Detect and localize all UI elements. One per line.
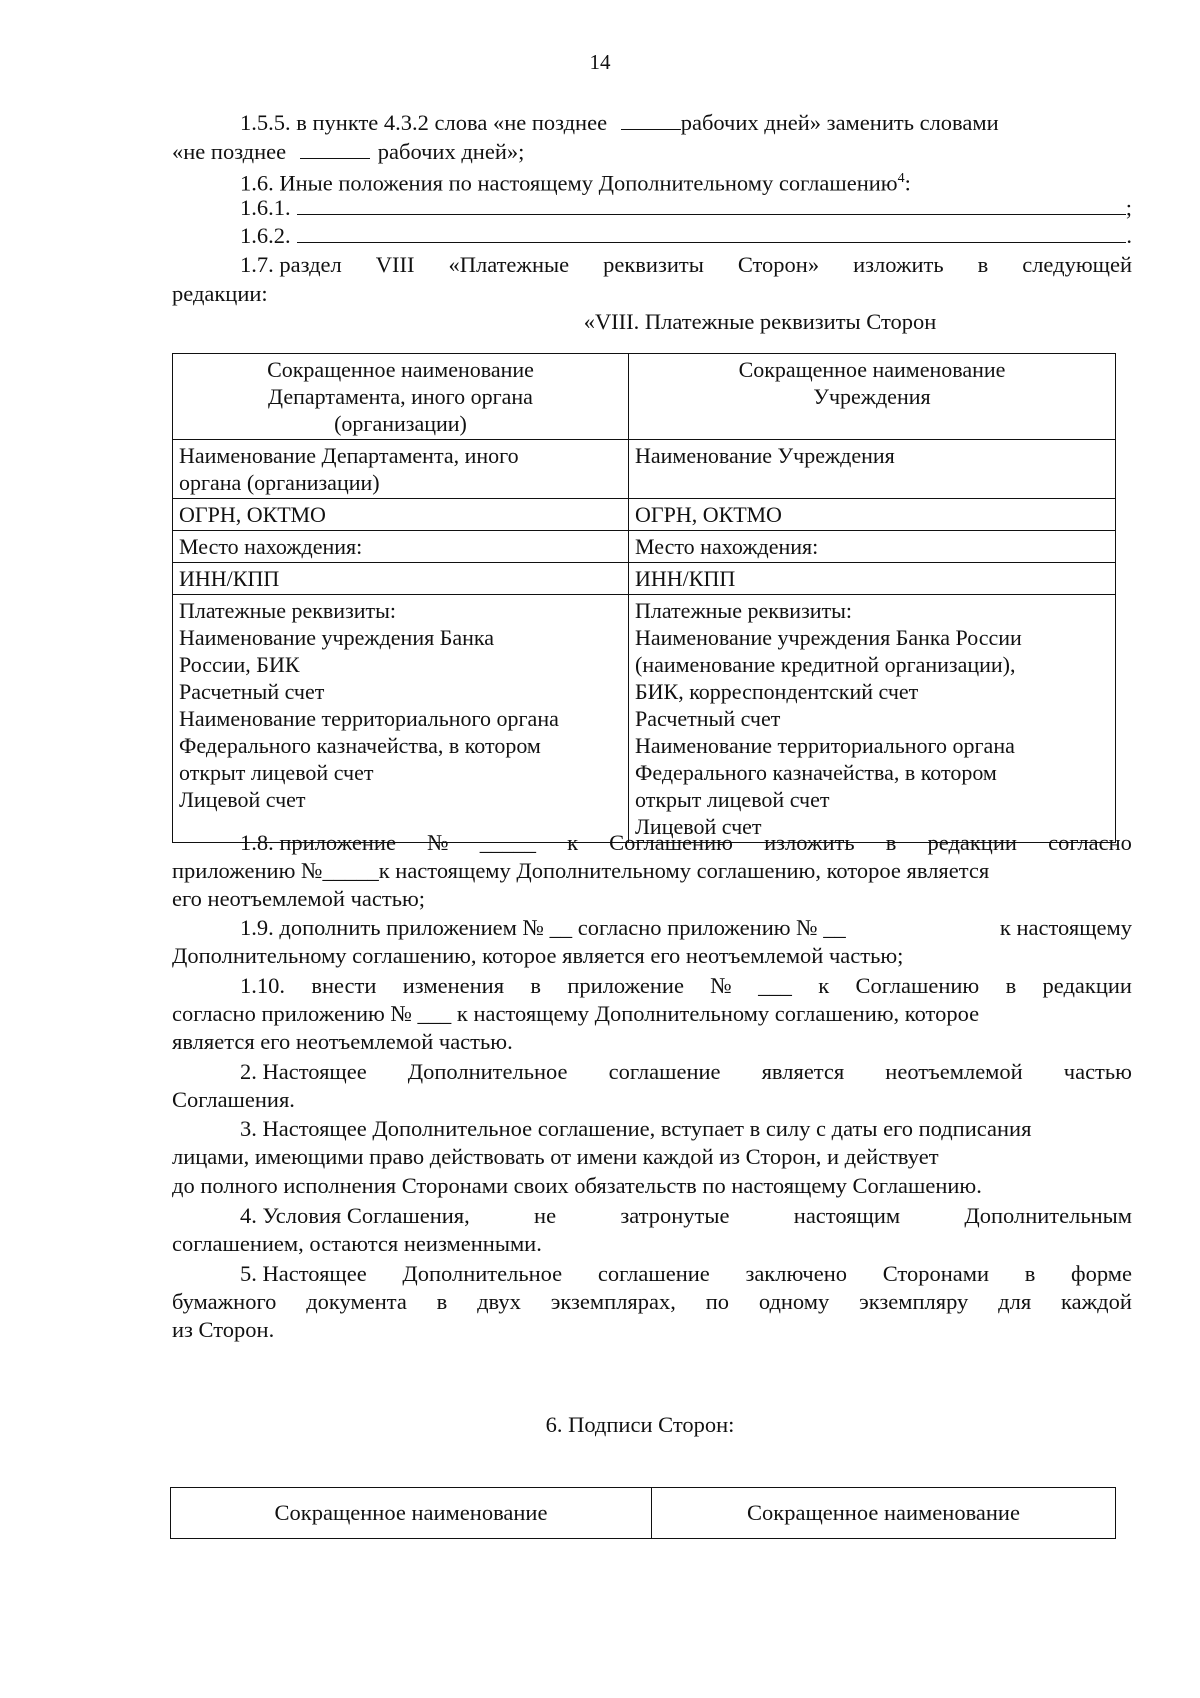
word: 1.10. <box>240 973 285 998</box>
table-cell-department <box>173 595 629 843</box>
table-cell-institution <box>629 440 1116 499</box>
paragraph-1-7-line-1 <box>172 250 1132 279</box>
paragraph-3-line-3: до полного исполнения Сторонами своих обязательств по настоящему Соглашению. <box>172 1173 982 1198</box>
paragraph-1-9-line-2: Дополнительному соглашению, которое является его неотъемлемой частью; <box>172 943 904 968</box>
table-cell-line: ОГРН, ОКТМО <box>179 502 326 527</box>
word: неотъемлемой <box>885 1059 1023 1084</box>
paragraph-1-10-line-1 <box>172 971 1132 1000</box>
table-cell-line: ОГРН, ОКТМО <box>635 502 782 527</box>
table-cell-institution <box>629 563 1116 595</box>
word: документа <box>306 1289 407 1314</box>
signatures-heading: 6. Подписи Сторон: <box>545 1412 735 1437</box>
paragraph-1-8-line-3: его неотъемлемой частью; <box>172 886 426 911</box>
table-cell-institution <box>629 531 1116 563</box>
word: экземплярах, <box>550 1289 676 1314</box>
word: для <box>998 1289 1032 1314</box>
table-cell-line: Место нахождения: <box>179 534 363 559</box>
word: в <box>1024 1261 1036 1286</box>
table-cell-institution <box>629 499 1116 531</box>
table-cell-line: Наименование учреждения Банка России <box>635 625 1022 650</box>
table-cell-line: Лицевой счет <box>179 787 306 812</box>
word: в <box>977 252 989 277</box>
word: в <box>1005 973 1017 998</box>
table-cell-line: Платежные реквизиты: <box>635 598 853 623</box>
word: Сторон» <box>737 252 820 277</box>
word: Сторонами <box>882 1261 990 1286</box>
word: к <box>567 830 579 855</box>
word: № <box>710 973 732 998</box>
word: изложить <box>764 830 855 855</box>
word: не <box>534 1203 557 1228</box>
paragraph-1-9-line-1 <box>172 913 1132 942</box>
word: заключено <box>745 1261 848 1286</box>
word: каждой <box>1061 1289 1132 1314</box>
table-cell-department <box>173 563 629 595</box>
table-row <box>173 595 1116 843</box>
paragraph-1-6: 1.6. Иные положения по настоящему Дополнительному соглашению$^4$: <box>240 170 911 196</box>
word: Дополнительное <box>407 1059 568 1084</box>
word: 4. Условия Соглашения, <box>240 1203 470 1228</box>
word: форме <box>1070 1261 1132 1286</box>
table-cell-line: Наименование Учреждения <box>635 443 895 468</box>
paragraph-4-line-2: соглашением, остаются неизменными. <box>172 1231 542 1256</box>
signature-right-cell: Сокращенное наименование <box>652 1488 1116 1539</box>
table-cell-line: Федерального казначейства, в котором <box>635 760 997 785</box>
signature-left-cell: Сокращенное наименование <box>171 1488 652 1539</box>
table-cell-line: Платежные реквизиты: <box>179 598 397 623</box>
table-cell-line: Наименование учреждения Банка <box>179 625 495 650</box>
table-cell-institution <box>629 595 1116 843</box>
paragraph-1-5-5-line-2: «не позднее рабочих дней»; <box>172 139 525 164</box>
word: к <box>818 973 830 998</box>
table-cell-line: ИНН/КПП <box>179 566 280 591</box>
table-cell-line: открыт лицевой счет <box>635 787 830 812</box>
paragraph-1-6-1: 1.6.1. ; <box>240 195 1132 220</box>
table-cell-line: Расчетный счет <box>635 706 781 731</box>
word: 5. Настоящее <box>240 1261 367 1286</box>
word: внести <box>311 973 377 998</box>
word: Соглашению <box>609 830 733 855</box>
table-cell-line: Сокращенное наименование <box>267 357 534 382</box>
table-cell-line: (наименование кредитной организации), <box>635 652 1016 677</box>
paragraph-1-10-line-3: является его неотъемлемой частью. <box>172 1029 513 1054</box>
word: «Платежные <box>448 252 570 277</box>
table-row <box>173 440 1116 499</box>
table-cell-line: Место нахождения: <box>635 534 819 559</box>
table-cell-line: органа (организации) <box>179 470 380 495</box>
header-cell-institution <box>629 354 1116 440</box>
paragraph-1-7-line-2: редакции: <box>172 281 268 306</box>
word: приложение <box>567 973 684 998</box>
paragraph-1-8-line-2: приложению №_____к настоящему Дополнительному соглашению, которое является <box>172 858 990 883</box>
paragraph-1-5-5-line-1: 1.5.5. в пункте 4.3.2 слова «не позднее рабочих дней» заменить словами <box>240 110 999 135</box>
paragraph-1-6-2: 1.6.2. . <box>240 223 1132 248</box>
table-cell-line: ИНН/КПП <box>635 566 736 591</box>
word: № <box>427 830 449 855</box>
table-row <box>173 563 1116 595</box>
blank-field <box>621 109 681 130</box>
word: изменения <box>402 973 505 998</box>
table-cell-line: БИК, корреспондентский счет <box>635 679 919 704</box>
blank-field <box>300 138 370 159</box>
paragraph-5-line-2 <box>172 1287 1132 1316</box>
table-cell-line: Федерального казначейства, в котором <box>179 733 541 758</box>
table-title: «VIII. Платежные реквизиты Сторон <box>583 309 937 334</box>
word: соглашение <box>608 1059 721 1084</box>
word: реквизиты <box>603 252 704 277</box>
word: соглашение <box>597 1261 710 1286</box>
word: Дополнительным <box>964 1203 1132 1228</box>
word: двух <box>477 1289 521 1314</box>
paragraph-1-10-line-2: согласно приложению № ___ к настоящему Дополнительному соглашению, которое <box>172 1001 980 1026</box>
word: редакции <box>1042 973 1132 998</box>
word: в <box>530 973 542 998</box>
table-cell-department <box>173 531 629 563</box>
table-cell-line: Лицевой счет <box>635 814 762 839</box>
paragraph-5-line-3: из Сторон. <box>172 1317 275 1342</box>
table-cell-department <box>173 499 629 531</box>
word: является <box>761 1059 845 1084</box>
table-cell-line: Сокращенное наименование <box>738 357 1006 382</box>
signature-table <box>170 1487 1116 1539</box>
word: _____ <box>479 830 536 855</box>
table-cell-line: Учреждения <box>813 384 931 409</box>
blank-field <box>297 222 1127 243</box>
word: настоящим <box>793 1203 901 1228</box>
table-row <box>173 499 1116 531</box>
word: частью <box>1063 1059 1132 1084</box>
paragraph-2-line-2: Соглашения. <box>172 1087 295 1112</box>
table-cell-line: открыт лицевой счет <box>179 760 374 785</box>
table-cell-line: Наименование территориального органа <box>179 706 559 731</box>
table-row <box>173 531 1116 563</box>
word: ___ <box>758 973 792 998</box>
paragraph-2-line-1 <box>172 1057 1132 1086</box>
paragraph-3-line-2: лицами, имеющими право действовать от имени каждой из Сторон, и действует <box>172 1144 939 1169</box>
requisites-table <box>172 353 1116 843</box>
table-cell-line: Расчетный счет <box>179 679 325 704</box>
word: редакции <box>927 830 1017 855</box>
word: одному <box>758 1289 830 1314</box>
word: Дополнительное <box>402 1261 563 1286</box>
paragraph-5-line-1 <box>172 1259 1132 1288</box>
table-cell-line: Наименование Департамента, иного <box>179 443 519 468</box>
word: бумажного <box>172 1289 277 1314</box>
word: следующей <box>1022 252 1132 277</box>
header-cell-department <box>173 354 629 440</box>
word: 1.7. раздел <box>240 252 342 277</box>
table-cell-line: (организации) <box>334 411 467 436</box>
word: по <box>705 1289 730 1314</box>
paragraph-4-line-1 <box>172 1201 1132 1230</box>
word: затронутые <box>620 1203 730 1228</box>
table-cell-line: Наименование территориального органа <box>635 733 1015 758</box>
paragraph-3-line-1: 3. Настоящее Дополнительное соглашение, вступает в силу с даты его подписания <box>240 1116 1032 1141</box>
word: Соглашению <box>855 973 980 998</box>
word: изложить <box>853 252 944 277</box>
word: экземпляру <box>859 1289 969 1314</box>
word: в <box>436 1289 448 1314</box>
word: VIII <box>375 252 415 277</box>
page-number: 14 <box>589 50 611 74</box>
blank-field <box>297 194 1126 215</box>
word: 2. Настоящее <box>240 1059 367 1084</box>
word: 1.9. дополнить приложением № __ согласно приложению № __ <box>240 915 846 940</box>
word: 1.8. приложение <box>240 830 396 855</box>
word: в <box>885 830 897 855</box>
paragraph-1-8-line-1 <box>172 828 1132 857</box>
word: согласно <box>1048 830 1132 855</box>
word: к настоящему <box>999 915 1132 940</box>
table-cell-line: России, БИК <box>179 652 300 677</box>
table-cell-line: Департамента, иного органа <box>268 384 533 409</box>
table-cell-department <box>173 440 629 499</box>
table-header-row <box>173 354 1116 440</box>
